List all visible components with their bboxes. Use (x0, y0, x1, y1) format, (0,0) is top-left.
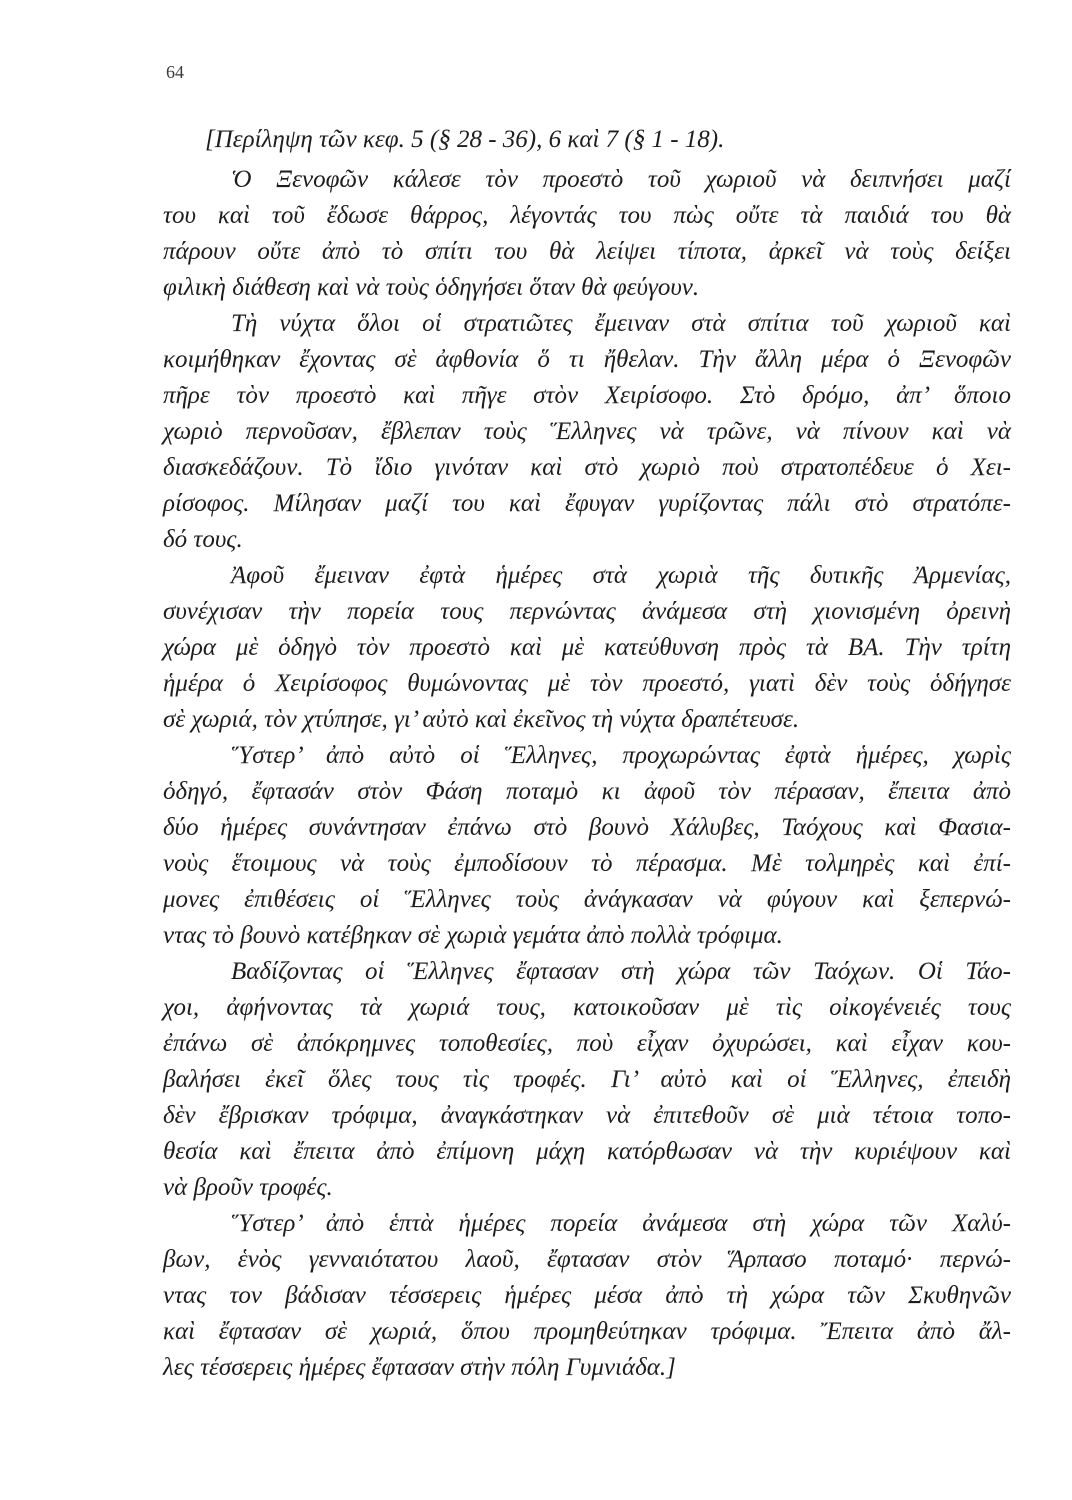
paragraph (163, 738, 1011, 954)
text-line: Ὕστερ’ ἀπὸ ἑπτὰ ἡμέρες πορεία ἀνάμεσα στὴ χώρα τῶν Χαλύ- (231, 1210, 1011, 1237)
text-line: ντας τὸ βουνὸ κατέβηκαν σὲ χωριὰ γεμάτα ἀπὸ πολλὰ τρόφιμα. (163, 922, 783, 949)
text-line: συνέχισαν τὴν πορεία τους περνώντας ἀνάμεσα στὴ χιονισμένη ὀρεινὴ (163, 598, 1011, 625)
paragraph (163, 558, 1011, 738)
paragraph (163, 162, 1011, 306)
text-line: πάρουν οὔτε ἀπὸ τὸ σπίτι του θὰ λείψει τίποτα, ἀρκεῖ νὰ τοὺς δείξει (163, 238, 1011, 265)
text-line: δύο ἡμέρες συνάντησαν ἐπάνω στὸ βουνὸ Χάλυβες, Ταόχους καὶ Φασια- (163, 814, 1011, 841)
text-line: δό τους. (163, 526, 243, 553)
text-line: χοι, ἀφήνοντας τὰ χωριά τους, κατοικοῦσαν μὲ τὶς οἰκογένειές τους (163, 994, 1011, 1021)
text-line: Ὁ Ξενοφῶν κάλεσε τὸν προεστὸ τοῦ χωριοῦ νὰ δειπνήσει μαζί (231, 166, 1011, 193)
page-number: 64 (166, 62, 184, 82)
text-line: βων, ἑνὸς γενναιότατου λαοῦ, ἔφτασαν στὸν Ἅρπασο ποταμό· περνώ- (163, 1246, 1011, 1273)
text-line: πῆρε τὸν προεστὸ καὶ πῆγε στὸν Χειρίσοφο. Στὸ δρόμο, ἀπ’ ὅποιο (163, 382, 1011, 409)
text-line: μονες ἐπιθέσεις οἱ Ἕλληνες τοὺς ἀνάγκασαν νὰ φύγουν καὶ ξεπερνώ- (163, 886, 1011, 913)
text-line: καὶ ἔφτασαν σὲ χωριά, ὅπου προμηθεύτηκαν τρόφιμα. Ἔπειτα ἀπὸ ἄλ- (163, 1318, 1011, 1345)
text-line: θεσία καὶ ἔπειτα ἀπὸ ἐπίμονη μάχη κατόρθωσαν νὰ τὴν κυριέψουν καὶ (163, 1138, 1011, 1165)
text-line: νὰ βροῦν τροφές. (163, 1174, 333, 1201)
text-line: φιλικὴ διάθεση καὶ νὰ τοὺς ὁδηγήσει ὅταν θὰ φεύγουν. (163, 274, 700, 301)
text-line: δὲν ἔβρισκαν τρόφιμα, ἀναγκάστηκαν νὰ ἐπιτεθοῦν σὲ μιὰ τέτοια τοπο- (163, 1102, 1011, 1129)
text-line: διασκεδάζουν. Τὸ ἴδιο γινόταν καὶ στὸ χωριὸ ποὺ στρατοπέδευε ὁ Χει- (163, 454, 1011, 481)
paragraph (163, 306, 1011, 558)
text-line: Τὴ νύχτα ὅλοι οἱ στρατιῶτες ἔμειναν στὰ σπίτια τοῦ χωριοῦ καὶ (231, 310, 1011, 337)
text-line: σὲ χωριά, τὸν χτύπησε, γι’ αὐτὸ καὶ ἐκεῖνος τὴ νύχτα δραπέτευσε. (163, 706, 800, 733)
text-line: βαλήσει ἐκεῖ ὅλες τους τὶς τροφές. Γι’ αὐτὸ καὶ οἱ Ἕλληνες, ἐπειδὴ (163, 1066, 1011, 1093)
text-line: κοιμήθηκαν ἔχοντας σὲ ἀφθονία ὅ τι ἤθελαν. Τὴν ἄλλη μέρα ὁ Ξενοφῶν (163, 346, 1011, 373)
text-line: του καὶ τοῦ ἔδωσε θάρρος, λέγοντάς του πὼς οὔτε τὰ παιδιά του θὰ (163, 202, 1011, 229)
text-line: ρίσοφος. Μίλησαν μαζί του καὶ ἔφυγαν γυρίζοντας πάλι στὸ στρατόπε- (163, 490, 1011, 517)
text-line: Ἀφοῦ ἔμειναν ἐφτὰ ἡμέρες στὰ χωριὰ τῆς δυτικῆς Ἀρμενίας, (231, 562, 1011, 589)
paragraph (163, 954, 1011, 1206)
text-line: χώρα μὲ ὁδηγὸ τὸν προεστὸ καὶ μὲ κατεύθυνση πρὸς τὰ ΒΑ. Τὴν τρίτη (163, 634, 1011, 661)
text-line: Ὕστερ’ ἀπὸ αὐτὸ οἱ Ἕλληνες, προχωρώντας ἐφτὰ ἡμέρες, χωρὶς (231, 742, 1011, 769)
paragraph (163, 1206, 1011, 1386)
text-line: ὁδηγό, ἔφτασάν στὸν Φάση ποταμὸ κι ἀφοῦ τὸν πέρασαν, ἔπειτα ἀπὸ (163, 778, 1011, 805)
text-line: Βαδίζοντας οἱ Ἕλληνες ἔφτασαν στὴ χώρα τῶν Ταόχων. Οἱ Τάο- (231, 958, 1011, 985)
summary-text (163, 122, 1011, 1386)
text-line: λες τέσσερεις ἡμέρες ἔφτασαν στὴν πόλη Γυμνιάδα.] (163, 1354, 676, 1381)
summary-heading: [Περίληψη τῶν κεφ. 5 (§ 28 - 36), 6 καὶ 7 (§ 1 - 18). (205, 126, 725, 153)
text-line: ντας τον βάδισαν τέσσερεις ἡμέρες μέσα ἀπὸ τὴ χώρα τῶν Σκυθηνῶν (163, 1282, 1011, 1309)
text-line: χωριὸ περνοῦσαν, ἔβλεπαν τοὺς Ἕλληνες νὰ τρῶνε, νὰ πίνουν καὶ νὰ (163, 418, 1011, 445)
text-line: ἡμέρα ὁ Χειρίσοφος θυμώνοντας μὲ τὸν προεστό, γιατὶ δὲν τοὺς ὁδήγησε (163, 670, 1011, 697)
text-line: νοὺς ἕτοιμους νὰ τοὺς ἐμποδίσουν τὸ πέρασμα. Μὲ τολμηρὲς καὶ ἐπί- (163, 850, 1011, 877)
text-line: ἐπάνω σὲ ἀπόκρημνες τοποθεσίες, ποὺ εἶχαν ὀχυρώσει, καὶ εἶχαν κου- (163, 1030, 1011, 1057)
